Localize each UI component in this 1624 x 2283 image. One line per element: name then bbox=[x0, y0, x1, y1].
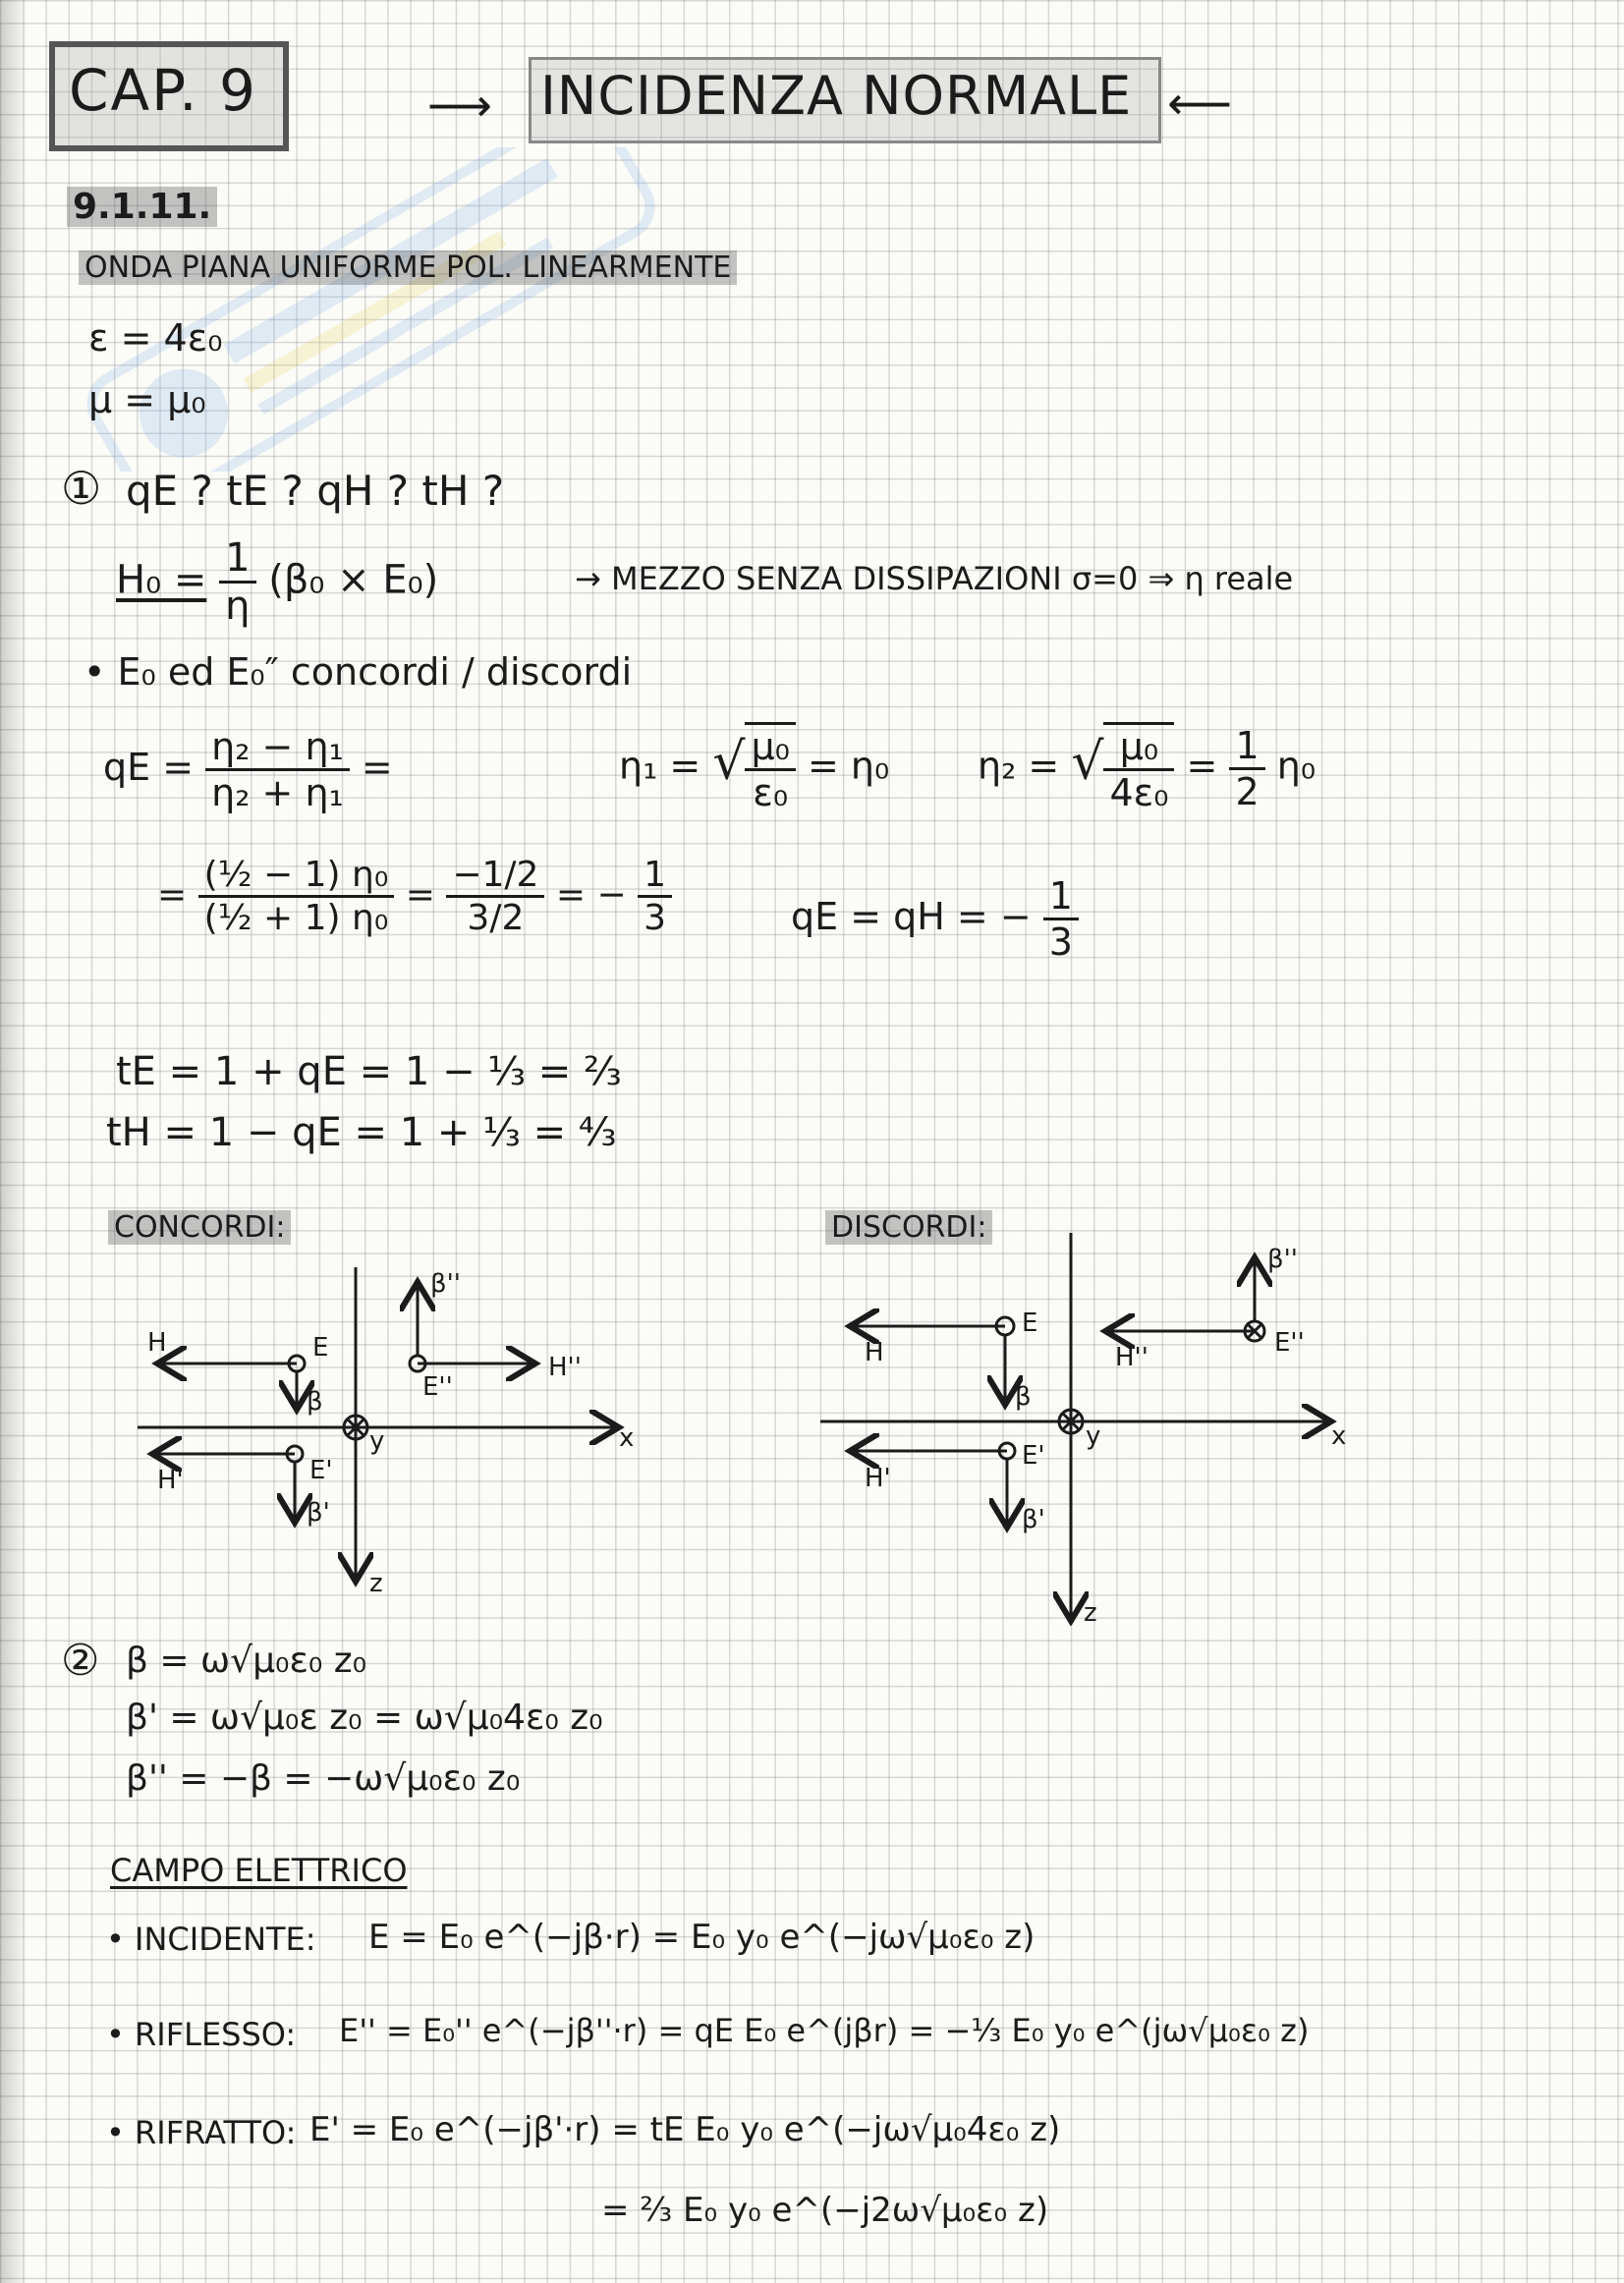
mu-given: μ = μ₀ bbox=[88, 378, 206, 421]
page-title: INCIDENZA NORMALE bbox=[540, 65, 1133, 127]
discordi-label-h2: H'' bbox=[1115, 1343, 1148, 1372]
qeqh-lhs: qE = qH = − bbox=[791, 895, 1032, 938]
concordi-bullet: • E₀ ed E₀″ concordi / discordi bbox=[84, 650, 633, 694]
concordi-label-x: x bbox=[619, 1423, 635, 1453]
concordi-label-b: β bbox=[307, 1387, 323, 1417]
step1-den: (½ + 1) η₀ bbox=[203, 898, 389, 938]
part1-marker: ① bbox=[61, 462, 102, 515]
step-result-den: 3 bbox=[644, 898, 667, 938]
qe-den: η₂ + η₁ bbox=[211, 771, 344, 814]
eta1-lhs: η₁ = bbox=[619, 744, 701, 788]
part1-question: qE ? tE ? qH ? tH ? bbox=[126, 467, 505, 515]
step2-fraction bbox=[446, 855, 544, 938]
concordi-label-z: z bbox=[369, 1569, 383, 1598]
step2-den: 3/2 bbox=[467, 898, 525, 938]
h0-rest: (β₀ × E₀) bbox=[268, 557, 439, 603]
qe-eq: = bbox=[361, 746, 393, 789]
eta2-rhs-num: 1 bbox=[1229, 724, 1264, 770]
incidente-label: • INCIDENTE: bbox=[106, 1921, 316, 1958]
title-arrow-right: ⟵ bbox=[1167, 77, 1232, 130]
eta1-den: ε₀ bbox=[753, 771, 789, 814]
te-line: tE = 1 + qE = 1 − ⅓ = ⅔ bbox=[116, 1049, 622, 1094]
part2-marker: ② bbox=[61, 1636, 100, 1686]
concordi-diagram bbox=[138, 1257, 648, 1601]
eta2-rhs-eq: = bbox=[1186, 744, 1218, 788]
discordi-label-z: z bbox=[1084, 1598, 1097, 1626]
eta1-formula: η₁ = √ $\frac{\text{μ₀}}{\text{ε₀}}$ = η₀ bbox=[619, 722, 889, 814]
discordi-label-b2: β'' bbox=[1267, 1245, 1298, 1274]
beta2-line: β'' = −β = −ω√μ₀ε₀ z₀ bbox=[126, 1758, 521, 1799]
concordi-label-b1: β' bbox=[307, 1498, 330, 1528]
eta2-den: 4ε₀ bbox=[1109, 771, 1169, 814]
qeqh-fraction bbox=[1043, 874, 1079, 964]
riflesso-label: • RIFLESSO: bbox=[106, 2016, 297, 2053]
rifratto-label: • RIFRATTO: bbox=[106, 2114, 297, 2151]
discordi-label-y: y bbox=[1086, 1421, 1101, 1451]
beta-line: β = ω√μ₀ε₀ z₀ bbox=[126, 1641, 367, 1681]
concordi-label-e2: E'' bbox=[422, 1372, 453, 1402]
concordi-label-b2: β'' bbox=[430, 1269, 461, 1299]
eta2-fraction bbox=[1103, 722, 1174, 814]
step-result: = − bbox=[555, 874, 627, 916]
h0-num: 1 bbox=[219, 535, 255, 584]
concordi-label-h: H bbox=[147, 1328, 167, 1358]
exercise-statement: ONDA PIANA UNIFORME POL. LINEARMENTE bbox=[79, 251, 737, 285]
qe-qh-equal bbox=[791, 874, 1079, 964]
step-eq: = bbox=[157, 874, 188, 916]
qe-num: η₂ − η₁ bbox=[205, 725, 350, 771]
discordi-label-x: x bbox=[1331, 1421, 1347, 1451]
discordi-label-h1: H' bbox=[865, 1464, 891, 1493]
step-eq-2: = bbox=[405, 874, 435, 916]
chapter-label: CAP. 9 bbox=[69, 57, 257, 124]
step-result-fraction bbox=[638, 855, 672, 938]
campo-title: CAMPO ELETTRICO bbox=[110, 1852, 408, 1889]
riflesso-expr: E'' = E₀'' e^(−jβ''·r) = qE E₀ e^(jβr) = −⅓ E₀ y₀ e^(jω√μ₀ε₀ z) bbox=[339, 2012, 1310, 2049]
h0-den: η bbox=[225, 584, 251, 629]
eta2-num: μ₀ bbox=[1103, 725, 1174, 771]
concordi-label-y: y bbox=[369, 1426, 385, 1456]
concordi-title: CONCORDI: bbox=[108, 1210, 291, 1245]
beta1-line: β' = ω√μ₀ε z₀ = ω√μ₀4ε₀ z₀ bbox=[126, 1698, 603, 1738]
concordi-label-e1: E' bbox=[309, 1456, 333, 1485]
epsilon-given: ε = 4ε₀ bbox=[88, 316, 223, 360]
qe-steps bbox=[157, 855, 672, 938]
exercise-number: 9.1.11. bbox=[67, 187, 217, 227]
page-edge-shadow bbox=[0, 0, 28, 2283]
eta2-formula: η₂ = √ $\frac{\text{μ₀}}{\text{4ε₀}}$ = $\frac{1}{2}$ η₀ bbox=[978, 723, 1316, 814]
rifratto-expr-2: = ⅔ E₀ y₀ e^(−j2ω√μ₀ε₀ z) bbox=[601, 2191, 1049, 2230]
step1-num: (½ − 1) η₀ bbox=[198, 855, 395, 898]
step2-num: −1/2 bbox=[446, 855, 544, 898]
discordi-label-e: E bbox=[1022, 1309, 1038, 1338]
h0-formula bbox=[116, 535, 438, 629]
concordi-label-h2: H'' bbox=[548, 1353, 582, 1382]
discordi-label-h: H bbox=[865, 1338, 884, 1367]
rifratto-expr: E' = E₀ e^(−jβ'·r) = tE E₀ y₀ e^(−jω√μ₀4ε₀ z) bbox=[309, 2110, 1061, 2149]
concordi-label-h1: H' bbox=[157, 1466, 184, 1495]
discordi-label-e1: E' bbox=[1022, 1441, 1045, 1471]
step-result-num: 1 bbox=[638, 855, 672, 898]
qe-fraction bbox=[205, 725, 350, 814]
concordi-label-e: E bbox=[312, 1333, 329, 1363]
eta1-num: μ₀ bbox=[745, 725, 795, 771]
incidente-expr: E = E₀ e^(−jβ·r) = E₀ y₀ e^(−jω√μ₀ε₀ z) bbox=[368, 1918, 1036, 1957]
qe-formula bbox=[103, 725, 393, 814]
eta2-lhs: η₂ = bbox=[978, 744, 1060, 788]
h0-fraction bbox=[219, 535, 255, 629]
step1-fraction bbox=[198, 855, 395, 938]
discordi-label-b1: β' bbox=[1022, 1505, 1045, 1534]
eta1-rhs: = η₀ bbox=[808, 744, 890, 788]
eta2-rhs-tail: η₀ bbox=[1276, 744, 1316, 788]
eta1-fraction bbox=[745, 722, 795, 814]
qeqh-num: 1 bbox=[1043, 874, 1079, 920]
discordi-title: DISCORDI: bbox=[825, 1210, 992, 1245]
medium-note: → MEZZO SENZA DISSIPAZIONI σ=0 ⇒ η reale bbox=[575, 560, 1294, 597]
qeqh-den: 3 bbox=[1048, 920, 1073, 964]
eta2-rhs-den: 2 bbox=[1235, 769, 1260, 813]
th-line: tH = 1 − qE = 1 + ⅓ = ⁴⁄₃ bbox=[106, 1110, 617, 1155]
discordi-label-e2: E'' bbox=[1274, 1328, 1305, 1358]
eta2-rhs-fraction bbox=[1229, 724, 1264, 813]
title-arrow-left: ⟶ bbox=[427, 79, 492, 132]
discordi-diagram bbox=[820, 1233, 1371, 1626]
discordi-label-b: β bbox=[1015, 1382, 1032, 1412]
qe-lhs: qE = bbox=[103, 746, 195, 789]
h0-lhs: H₀ = bbox=[116, 557, 207, 603]
